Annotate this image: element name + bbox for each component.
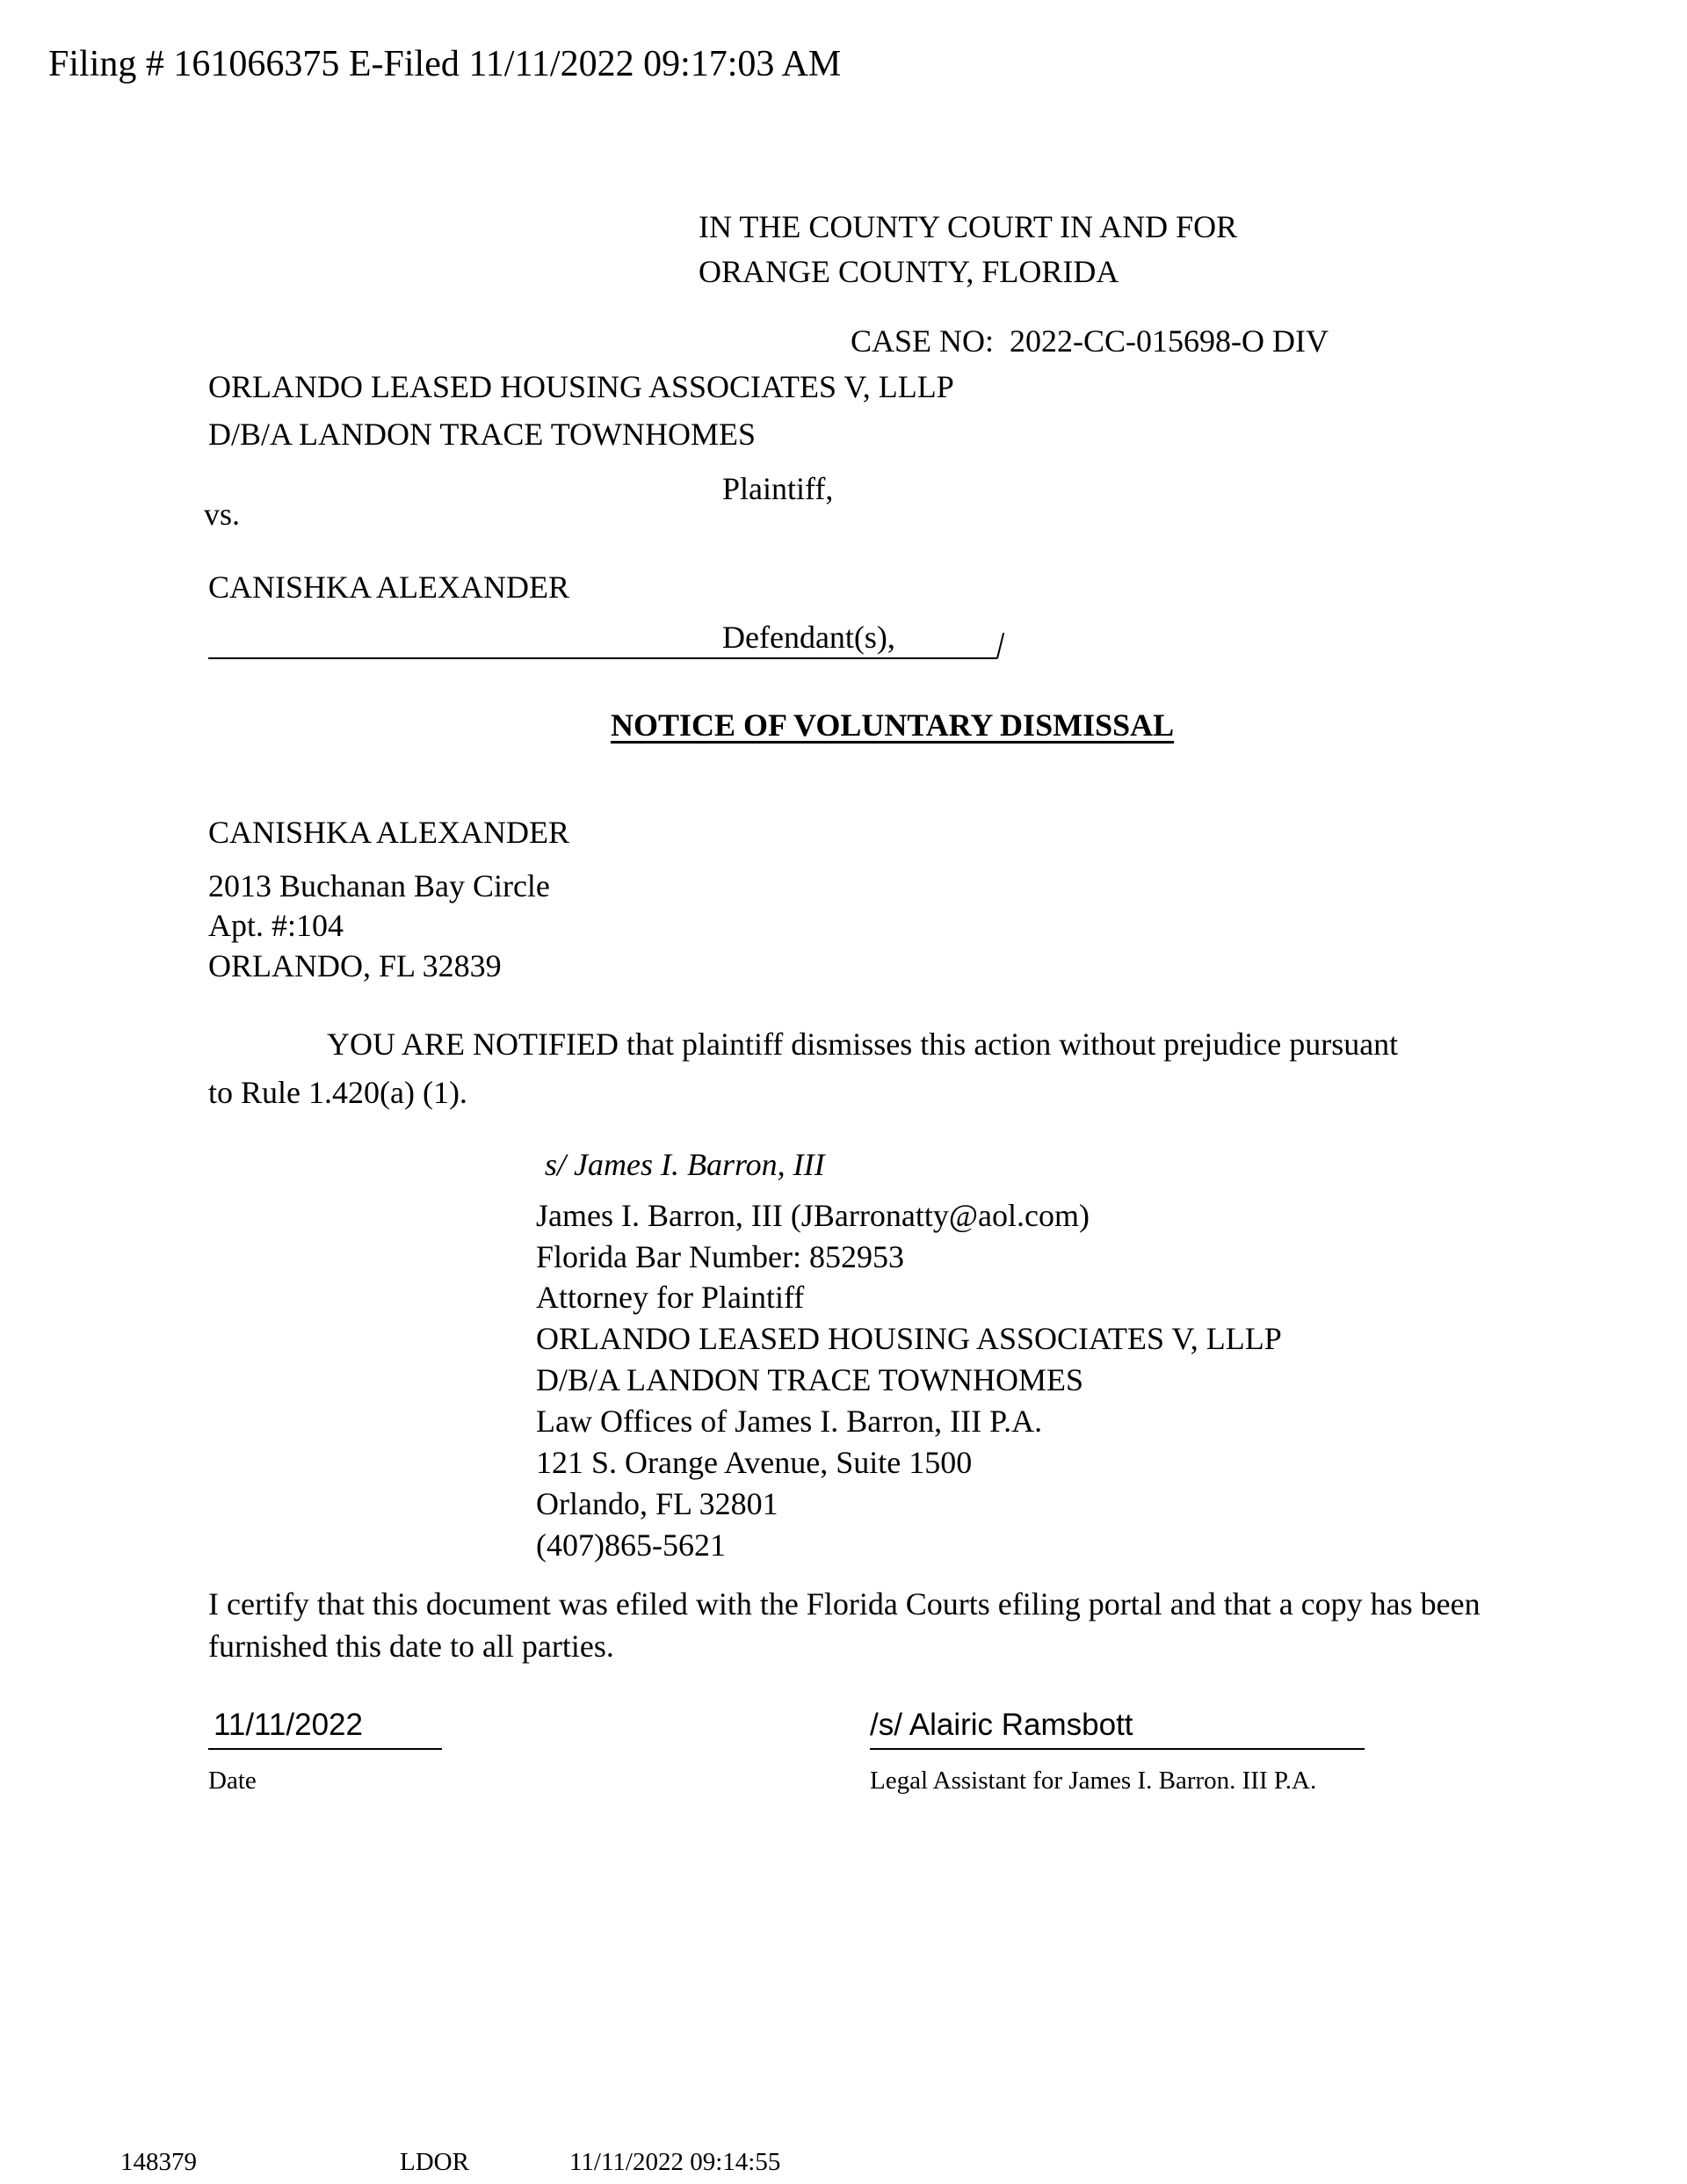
court-line-2: ORANGE COUNTY, FLORIDA <box>699 254 1119 289</box>
attorney-line: Attorney for Plaintiff <box>536 1280 805 1315</box>
case-number-value: 2022-CC-015698-O DIV <box>1010 323 1329 359</box>
filing-header: Filing # 161066375 E-Filed 11/11/2022 09:17:03 AM <box>48 44 842 84</box>
caption-slash <box>996 633 1004 659</box>
body-line-1: YOU ARE NOTIFIED that plaintiff dismisses this action without prejudice pursuant <box>327 1027 1399 1062</box>
body-line-2: to Rule 1.420(a) (1). <box>208 1075 467 1110</box>
date-label: Date <box>208 1767 257 1795</box>
plaintiff-name-line-1: ORLANDO LEASED HOUSING ASSOCIATES V, LLLP <box>208 369 954 404</box>
plaintiff-name-line-2: D/B/A LANDON TRACE TOWNHOMES <box>208 417 757 452</box>
court-line-1: IN THE COUNTY COURT IN AND FOR <box>699 209 1238 244</box>
footer-timestamp: 11/11/2022 09:14:55 <box>569 2148 781 2176</box>
attorney-line: (407)865-5621 <box>536 1527 726 1563</box>
signer-label: Legal Assistant for James I. Barron. III P.A. <box>870 1767 1317 1795</box>
footer-id: 148379 <box>120 2148 197 2176</box>
date-value: 11/11/2022 <box>214 1708 363 1742</box>
caption-underline <box>208 657 997 659</box>
recipient-name: CANISHKA ALEXANDER <box>208 815 570 850</box>
attorney-line: Law Offices of James I. Barron, III P.A. <box>536 1404 1043 1439</box>
date-signature-line <box>208 1748 442 1750</box>
versus: vs. <box>204 497 241 532</box>
attorney-line: Orlando, FL 32801 <box>536 1486 778 1521</box>
signer-esignature: /s/ Alairic Ramsbott <box>870 1708 1133 1742</box>
attorney-esignature: s/ James I. Barron, III <box>545 1147 825 1182</box>
plaintiff-role: Plaintiff, <box>722 471 834 506</box>
case-number-label: CASE NO: <box>851 323 995 359</box>
document-title: NOTICE OF VOLUNTARY DISMISSAL <box>611 707 1175 743</box>
attorney-line: 121 S. Orange Avenue, Suite 1500 <box>536 1445 973 1480</box>
defendant-role: Defendant(s), <box>722 620 895 655</box>
recipient-address-1: 2013 Buchanan Bay Circle <box>208 868 550 903</box>
recipient-address-2: Apt. #:104 <box>208 908 344 943</box>
certificate-line-1: I certify that this document was efiled with the Florida Courts efiling portal and that a copy has been <box>208 1586 1481 1622</box>
defendant-name: CANISHKA ALEXANDER <box>208 570 570 605</box>
attorney-line: Florida Bar Number: 852953 <box>536 1239 904 1274</box>
attorney-line: James I. Barron, III (JBarronatty@aol.com) <box>536 1198 1090 1233</box>
footer-code: LDOR <box>400 2148 469 2176</box>
signer-signature-line <box>870 1748 1365 1750</box>
recipient-city-state-zip: ORLANDO, FL 32839 <box>208 948 502 983</box>
certificate-line-2: furnished this date to all parties. <box>208 1629 614 1664</box>
attorney-line: ORLANDO LEASED HOUSING ASSOCIATES V, LLLP <box>536 1321 1282 1356</box>
case-number <box>851 325 1329 357</box>
attorney-line: D/B/A LANDON TRACE TOWNHOMES <box>536 1362 1084 1397</box>
